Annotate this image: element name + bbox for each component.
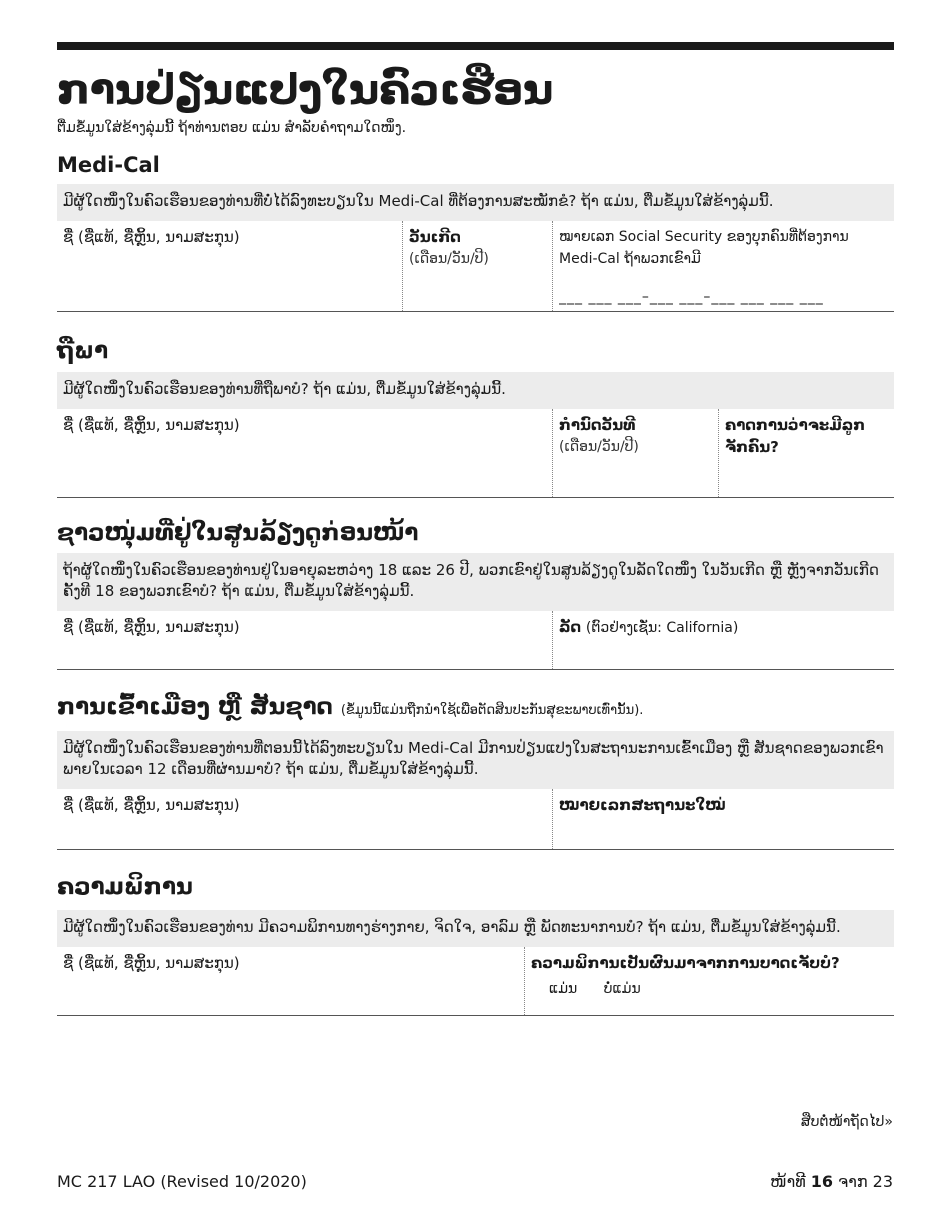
foster-question: ຖ້າຜູ້ໃດໜຶ່ງໃນຄົວເຮືອນຂອງທ່ານຢູ່ໃນອາຍຸລະຫວ່າງ 18 ແລະ 26 ປີ, ພວກເຂົາຢູ່ໃນສູນລ້ຽງດູໃນລັດໃດໜຶ່ງ ໃນວັນເກີດ ຫຼື ຫຼັງຈາກວັນເກີດຄັ້ງທີ 18 ຂອງພວກເຂົາບໍ? ຖ້າ ແມ່ນ, ຕື່ມຂໍ້ມູນໃສ່ຂ້າງລຸ່ມນີ້. — [57, 553, 894, 611]
immigration-title-row — [57, 692, 894, 726]
disability-row[interactable] — [57, 947, 894, 1016]
medi-dob-label: ວັນເກີດ — [409, 228, 461, 246]
immigration-question: ມີຜູ້ໃດໜຶ່ງໃນຄົວເຮືອນຂອງທ່ານທີ່ຕອນນີ້ໄດ້ລົງທະບຽນໃນ Medi-Cal ມີການປ່ຽນແປງໃນສະຖານະການເຂົ້າເມືອງ ຫຼື ສັນຊາດຂອງພວກເຂົາພາຍໃນເວລາ 12 ເດືອນທີ່ຜ່ານມາບໍ? ຖ້າ ແມ່ນ, ຕື່ມຂໍ້ມູນໃສ່ຂ້າງລຸ່ມນີ້. — [57, 731, 894, 789]
preg-due-format: (ເດືອນ/ວັນ/ປີ) — [559, 439, 639, 455]
disability-section — [57, 872, 894, 1016]
foster-section — [57, 518, 894, 670]
injury-yes-option[interactable]: ແມ່ນ — [549, 981, 578, 997]
medi-ssn-field[interactable] — [552, 221, 894, 311]
preg-babies-field[interactable] — [718, 409, 894, 497]
page-number — [770, 1172, 893, 1191]
foster-state-example: (ຕົວຢ່າງເຊັ່ນ: California) — [585, 620, 739, 636]
medi-cal-title: Medi-Cal — [57, 153, 160, 177]
form-page — [57, 42, 894, 1016]
page-current: 16 — [810, 1172, 834, 1191]
disability-question: ມີຜູ້ໃດໜຶ່ງໃນຄົວເຮືອນຂອງທ່ານ ມີຄວາມພິການທາງຮ່າງກາຍ, ຈິດໃຈ, ອາລົມ ຫຼື ພັດທະນາການບໍ? ຖ້າ ແມ່ນ, ຕື່ມຂໍ້ມູນໃສ່ຂ້າງລຸ່ມນີ້. — [57, 910, 894, 947]
immig-status-label: ໝາຍເລກສະຖານະໃໝ່ — [559, 796, 726, 814]
preg-name-field[interactable] — [57, 409, 552, 497]
foster-title: ຊາວໜຸ່ມທີ່ຢູ່ໃນສູນລ້ຽງດູກ່ອນໜ້າ — [57, 520, 419, 546]
disab-name-field[interactable] — [57, 947, 524, 1015]
continue-next-page: ສືບຕໍ່ໜ້າຖັດໄປ» — [800, 1114, 893, 1130]
medi-cal-section — [57, 150, 894, 312]
preg-name-label: ຊື່ (ຊື່ແທ້, ຊື່ຫຼິ້ນ, ນາມສະກຸນ) — [63, 416, 240, 434]
form-id: MC 217 LAO (Revised 10/2020) — [57, 1172, 307, 1191]
foster-state-label: ລັດ — [559, 618, 582, 636]
immigration-row[interactable] — [57, 789, 894, 850]
medi-dob-format: (ເດືອນ/ວັນ/ປີ) — [409, 251, 489, 267]
injury-options — [531, 978, 888, 1000]
foster-name-label: ຊື່ (ຊື່ແທ້, ຊື່ຫຼິ້ນ, ນາມສະກຸນ) — [63, 618, 240, 636]
ssn-blank-line: ___ ___ ___–___ ___–___ ___ ___ ___ — [559, 289, 824, 305]
foster-state-field[interactable] — [552, 611, 894, 669]
preg-due-label: ກຳນົດວັນທີ — [559, 416, 636, 434]
medi-ssn-label: ໝາຍເລກ Social Security ຂອງບຸກຄົນທີ່ຕ້ອງການ Medi-Cal ຖ້າພວກເຂົາມີ — [559, 229, 849, 267]
immig-status-field[interactable] — [552, 789, 894, 849]
intro-text: ຕື່ມຂໍ້ມູນໃສ່ຂ້າງລຸ່ມນີ້ ຖ້າທ່ານຕອບ ແມ່ນ ສໍາລັບຄໍາຖາມໃດໜຶ່ງ. — [57, 120, 407, 136]
medi-cal-row[interactable] — [57, 221, 894, 312]
page-suffix: ຈາກ 23 — [838, 1172, 893, 1191]
medi-cal-question: ມີຜູ້ໃດໜຶ່ງໃນຄົວເຮືອນຂອງທ່ານທີ່ບໍ່ໄດ້ລົງທະບຽນໃນ Medi-Cal ທີ່ຕ້ອງການສະໝັກຂໍ? ຖ້າ ແມ່ນ, ຕື່ມຂໍ້ມູນໃສ່ຂ້າງລຸ່ມນີ້. — [57, 184, 894, 221]
injury-no-option[interactable]: ບໍ່ແມ່ນ — [603, 981, 641, 997]
disab-injury-field[interactable] — [524, 947, 894, 1015]
immigration-note: (ຂໍ້ມູນນີ້ແມ່ນຖືກນໍາໃຊ້ເພື່ອຕັດສິນປະກັນສຸຂະພາບເທົ່ານັ້ນ). — [340, 703, 644, 718]
medi-dob-field[interactable] — [402, 221, 552, 311]
disab-injury-label: ຄວາມພິການເປັນຜົນມາຈາກການບາດເຈັບບໍ? — [531, 954, 840, 972]
pregnancy-title: ຖືພາ — [57, 338, 109, 364]
medi-name-label: ຊື່ (ຊື່ແທ້, ຊື່ຫຼິ້ນ, ນາມສະກຸນ) — [63, 228, 240, 246]
pregnancy-section — [57, 336, 894, 498]
immig-name-field[interactable] — [57, 789, 552, 849]
immigration-title: ການເຂົ້າເມືອງ ຫຼື ສັນຊາດ — [57, 694, 333, 720]
foster-name-field[interactable] — [57, 611, 552, 669]
foster-row[interactable] — [57, 611, 894, 670]
top-rule — [57, 42, 894, 50]
disability-title: ຄວາມພິການ — [57, 874, 193, 900]
preg-due-field[interactable] — [552, 409, 718, 497]
preg-babies-label: ຄາດການວ່າຈະມີລູກຈັກຄົນ? — [725, 416, 866, 456]
page-title: ການປ່ຽນແປງໃນຄົວເຮືອນ — [57, 65, 553, 114]
medi-name-field[interactable] — [57, 221, 402, 311]
page-prefix: ໜ້າທີ — [770, 1172, 806, 1191]
disab-name-label: ຊື່ (ຊື່ແທ້, ຊື່ຫຼິ້ນ, ນາມສະກຸນ) — [63, 954, 240, 972]
pregnancy-row[interactable] — [57, 409, 894, 498]
immig-name-label: ຊື່ (ຊື່ແທ້, ຊື່ຫຼິ້ນ, ນາມສະກຸນ) — [63, 796, 240, 814]
pregnancy-question: ມີຜູ້ໃດໜຶ່ງໃນຄົວເຮືອນຂອງທ່ານທີ່ຖືພາບໍ? ຖ້າ ແມ່ນ, ຕື່ມຂໍ້ມູນໃສ່ຂ້າງລຸ່ມນີ້. — [57, 372, 894, 409]
immigration-section — [57, 692, 894, 850]
